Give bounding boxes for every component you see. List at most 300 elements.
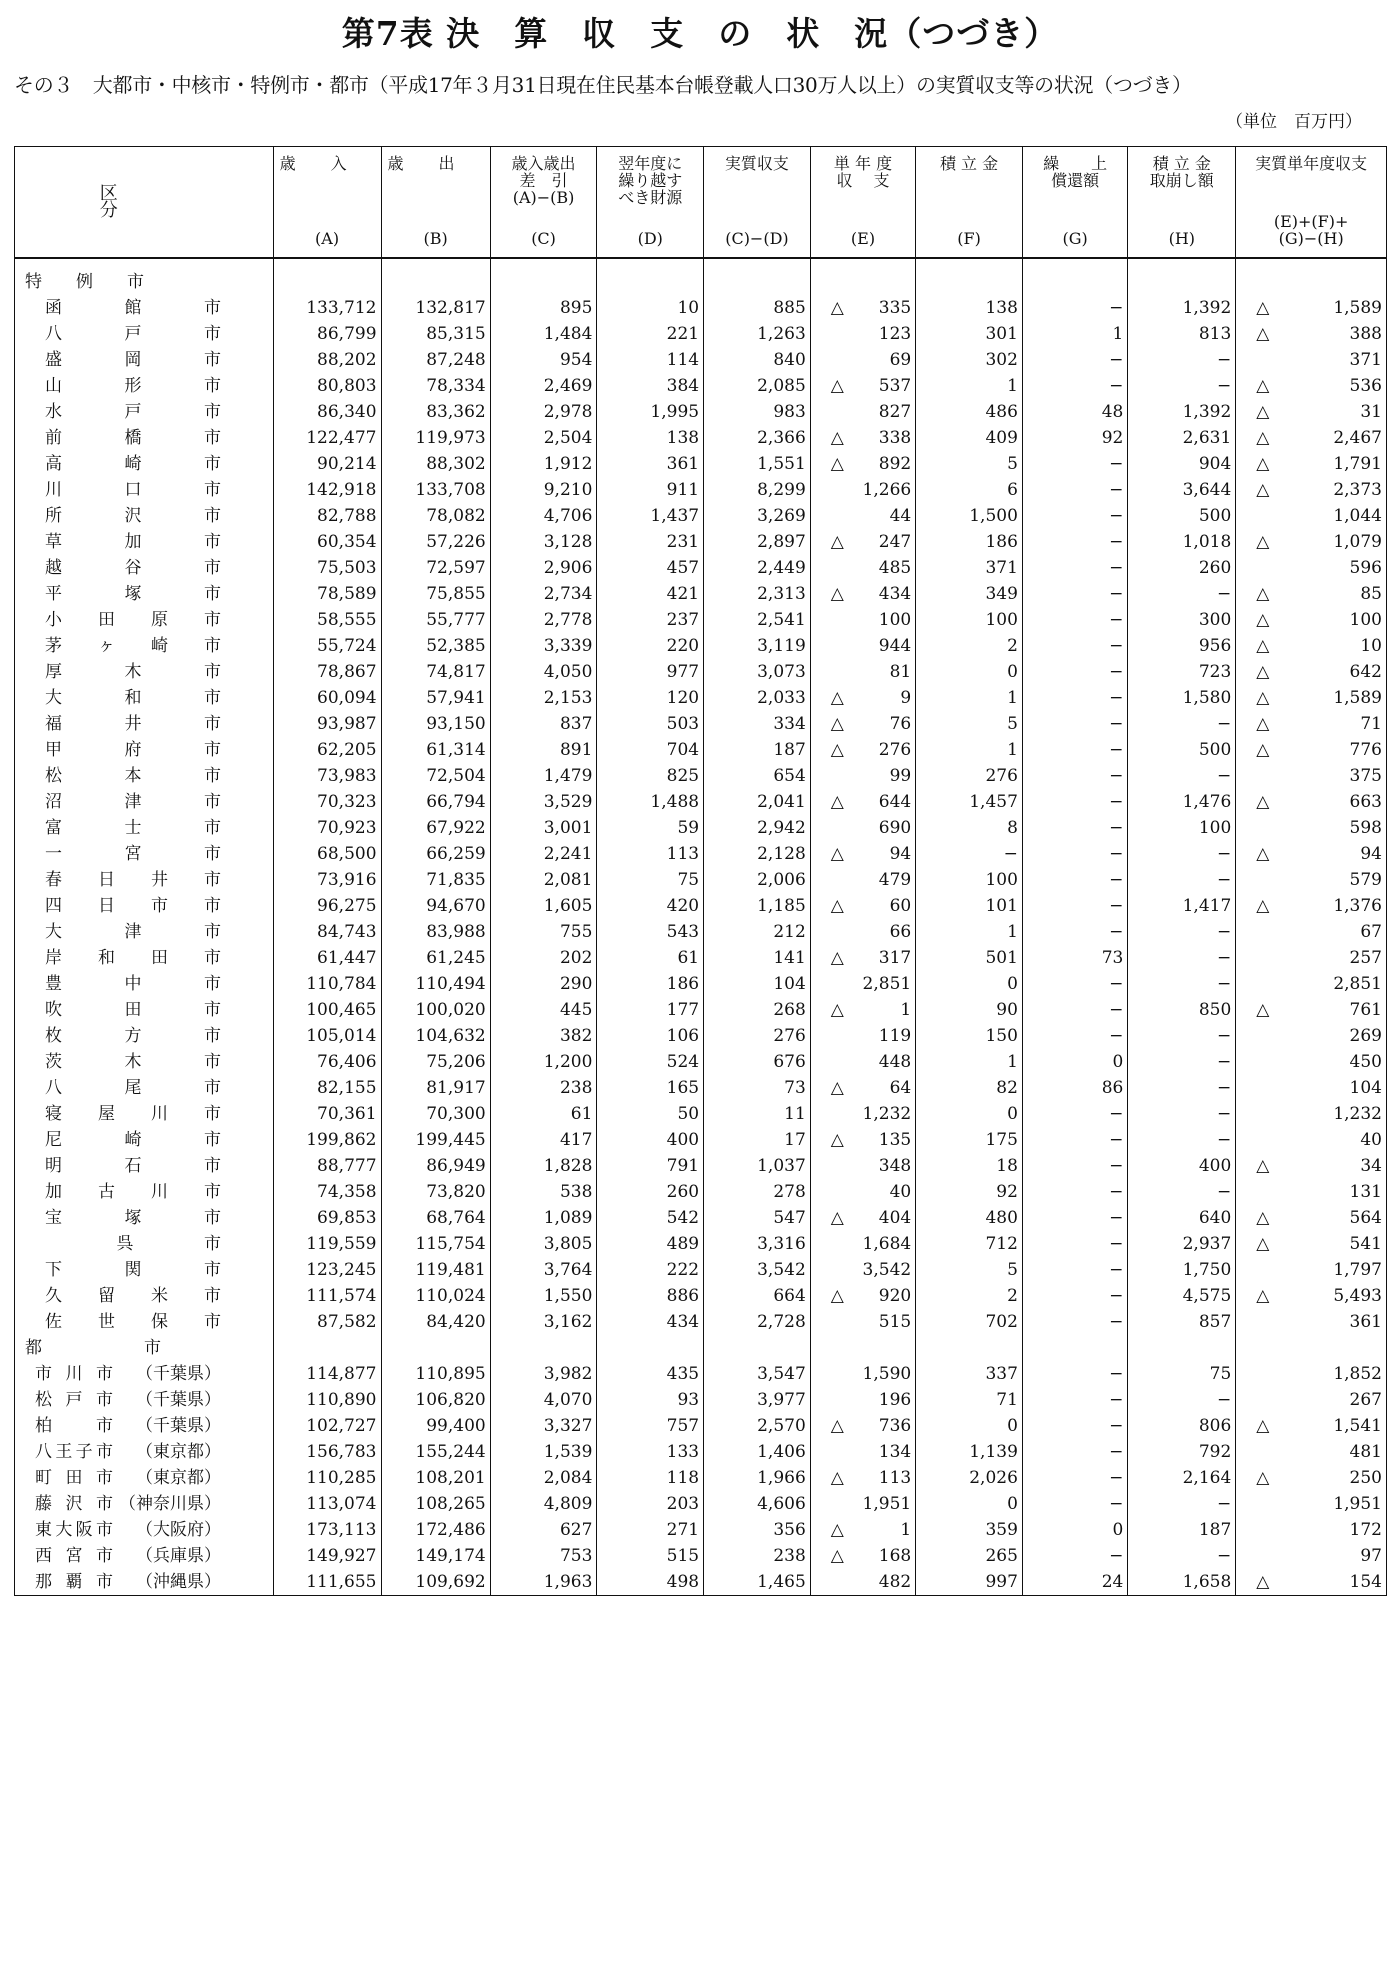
cell-value: 149,174 [415,1546,486,1566]
cell-value: 141 [773,948,806,968]
cell-value: 50 [677,1104,700,1124]
cell-value: − [1109,350,1124,370]
cell-value: − [1217,1052,1232,1072]
cell-value: 92 [1101,428,1124,448]
cell-value: − [1109,1182,1124,1202]
cell-value: 87,248 [426,350,486,370]
column-header-3 [490,147,597,259]
cell-value: 119,973 [415,428,486,448]
table-row [15,425,1387,451]
cell-value: 60,354 [317,532,377,552]
cell-value: 172 [1349,1520,1382,1540]
cell-value: 267 [1349,1390,1382,1410]
cell-value: 3,327 [543,1416,593,1436]
cell-value: 356 [773,1520,806,1540]
cell-value: 8,299 [757,480,806,500]
cell-value: 100 [985,610,1018,630]
cell-value: 113 [666,844,700,864]
cell-value: 80,803 [317,376,377,396]
cell-value: 173,113 [306,1520,377,1540]
cell-value: 85 [1360,584,1382,604]
city-name: 呉 市 [116,1234,221,1254]
cell-value: − [1217,870,1232,890]
cell-value: 57,226 [426,532,486,552]
table-row [15,1049,1387,1075]
cell-value: 71,835 [426,870,486,890]
cell-value: − [1109,636,1124,656]
cell-value: 105,014 [306,1026,377,1046]
cell-value: 1,037 [757,1156,806,1176]
cell-value: 1,541 [1333,1416,1382,1436]
prefecture-name: （神奈川県） [119,1494,221,1514]
cell-value: 486 [985,402,1018,422]
cell-value: 78,082 [426,506,486,526]
table-row [15,685,1387,711]
negative-triangle-icon [1256,1153,1269,1179]
table-row [15,659,1387,685]
cell-value: 704 [666,740,700,760]
table-row [15,711,1387,737]
cell-value: 110,494 [415,974,486,994]
cell-value: 66,794 [426,792,486,812]
column-header-6 [810,147,915,259]
cell-value: 2,084 [543,1468,593,1488]
negative-triangle-icon [1256,1413,1269,1439]
table-row [15,919,1387,945]
cell-value: − [1109,1130,1124,1150]
cell-value: − [1109,1286,1124,1306]
table-row [15,1075,1387,1101]
cell-value: 203 [666,1494,700,1514]
cell-value: 110,895 [415,1364,486,1384]
cell-value: 82,155 [317,1078,377,1098]
cell-value: 40 [1360,1130,1382,1150]
cell-value: 3,644 [1182,480,1232,500]
cell-value: 541 [1349,1234,1382,1254]
cell-value: − [1003,844,1018,864]
cell-value: 276 [985,766,1018,786]
cell-value: 3,162 [543,1312,593,1332]
negative-triangle-icon [1256,997,1269,1023]
city-name: 尼 崎 市 [45,1130,221,1150]
cell-value: − [1109,610,1124,630]
prefecture-name: （東京都） [136,1468,221,1488]
cell-value: 792 [1198,1442,1232,1462]
cell-value: 543 [666,922,700,942]
cell-value: 11 [784,1104,806,1124]
cell-value: 70,923 [317,818,377,838]
negative-triangle-icon [1256,581,1269,607]
cell-value: 388 [1349,324,1382,344]
table-row [15,893,1387,919]
cell-value: 111,655 [306,1572,377,1592]
cell-value: 359 [985,1520,1018,1540]
cell-value: 61,447 [317,948,377,968]
cell-value: − [1109,1312,1124,1332]
city-name: 宝 塚 市 [45,1208,221,1228]
city-name: 茅 ヶ 崎 市 [45,636,221,656]
cell-value: 2,978 [543,402,593,422]
cell-value: 276 [773,1026,806,1046]
cell-value: 2,906 [543,558,593,578]
cell-value: 482 [878,1572,912,1592]
cell-value: 676 [773,1052,806,1072]
negative-triangle-icon [831,529,844,555]
cell-value: 97 [1360,1546,1382,1566]
cell-value: 481 [1349,1442,1382,1462]
cell-value: − [1217,844,1232,864]
table-row [15,1517,1387,1543]
negative-triangle-icon [831,373,844,399]
cell-value: 58,555 [317,610,377,630]
cell-value: 9 [900,688,912,708]
cell-value: 55,777 [426,610,486,630]
negative-triangle-icon [831,1413,844,1439]
cell-value: 1,750 [1182,1260,1232,1280]
cell-value: 69,853 [317,1208,377,1228]
cell-value: 564 [1349,1208,1382,1228]
table-row [15,1387,1387,1413]
cell-value: 337 [985,1364,1018,1384]
cell-value: 640 [1198,1208,1232,1228]
cell-value: − [1109,844,1124,864]
cell-value: − [1109,740,1124,760]
group-header-row [15,1335,1387,1361]
cell-value: 1,457 [969,792,1018,812]
cell-value: − [1109,376,1124,396]
cell-value: 104 [1349,1078,1382,1098]
cell-value: 1,852 [1333,1364,1382,1384]
cell-value: 73,983 [317,766,377,786]
cell-value: 186 [666,974,700,994]
cell-value: 1,044 [1333,506,1382,526]
cell-value: 75 [1209,1364,1232,1384]
cell-value: − [1109,714,1124,734]
cell-value: 87,582 [317,1312,377,1332]
cell-value: 776 [1349,740,1382,760]
cell-value: 3,977 [757,1390,806,1410]
city-name: 小 田 原 市 [45,610,221,630]
cell-value: 73,820 [426,1182,486,1202]
table-row [15,1361,1387,1387]
negative-triangle-icon [831,451,844,477]
column-header-9 [1128,147,1236,259]
cell-value: 110,285 [306,1468,377,1488]
table-row [15,1439,1387,1465]
cell-value: 892 [878,454,912,474]
cell-value: 133 [666,1442,700,1462]
cell-value: 1,376 [1333,896,1382,916]
negative-triangle-icon [831,1283,844,1309]
cell-value: 755 [559,922,593,942]
cell-value: 94 [1360,844,1382,864]
cell-value: 654 [773,766,806,786]
table-row [15,1309,1387,1335]
cell-value: 250 [1349,1468,1382,1488]
cell-value: 1,484 [543,324,593,344]
cell-value: 222 [666,1260,700,1280]
column-header-label: 歳 出 [387,154,456,173]
city-name: 八 戸 市 [45,324,221,344]
cell-value: 109,692 [415,1572,486,1592]
cell-value: 6 [1007,480,1018,500]
cell-value: 155,244 [415,1442,486,1462]
negative-triangle-icon [831,841,844,867]
cell-value: 479 [878,870,912,890]
table-row [15,789,1387,815]
city-name: 豊 中 市 [45,974,221,994]
cell-value: 1,963 [543,1572,593,1592]
cell-value: 119,481 [415,1260,486,1280]
city-name: 大 和 市 [45,688,221,708]
cell-value: 85,315 [426,324,486,344]
cell-value: 983 [773,402,806,422]
column-header-formula: (F) [957,229,981,248]
cell-value: 18 [996,1156,1018,1176]
cell-value: 445 [559,1000,593,1020]
negative-triangle-icon [1256,737,1269,763]
cell-value: 106 [666,1026,700,1046]
column-header-label: 歳入歳出 差 引 (A)−(B) [511,154,576,207]
cell-value: 886 [666,1286,700,1306]
cell-value: 1,684 [862,1234,912,1254]
column-header-label: 単 年 度 収 支 [833,154,893,190]
negative-triangle-icon [831,1517,844,1543]
table-header [15,147,1387,259]
city-name: 前 橋 市 [45,428,221,448]
cell-value: 500 [1198,506,1232,526]
cell-value: − [1217,1182,1232,1202]
cell-value: 1,185 [757,896,806,916]
cell-value: 202 [559,948,593,968]
cell-value: 86,340 [317,402,377,422]
cell-value: 72,597 [426,558,486,578]
cell-value: 75,855 [426,584,486,604]
cell-value: 104 [773,974,806,994]
prefecture-name: （千葉県） [136,1416,221,1436]
negative-triangle-icon [831,997,844,1023]
table-row [15,1231,1387,1257]
cell-value: 1 [1007,376,1018,396]
negative-triangle-icon [1256,633,1269,659]
cell-value: 501 [985,948,1018,968]
cell-value: 257 [1349,948,1382,968]
column-header-formula: (D) [637,229,663,248]
negative-triangle-icon [831,711,844,737]
table-body [15,258,1387,1596]
cell-value: 114,877 [306,1364,377,1384]
cell-value: 119,559 [306,1234,377,1254]
column-header-label: 翌年度に 繰り越す べき財源 [618,154,683,207]
column-header-formula: (E)+(F)+ (G)−(H) [1273,212,1349,248]
city-name: 茨 木 市 [45,1052,221,1072]
cell-value: − [1109,1494,1124,1514]
table-row [15,1283,1387,1309]
cell-value: 76,406 [317,1052,377,1072]
table-row [15,399,1387,425]
cell-value: 1,079 [1333,532,1382,552]
cell-value: 110,890 [306,1390,377,1410]
cell-value: 60 [889,896,912,916]
cell-value: 271 [666,1520,700,1540]
table-row [15,1127,1387,1153]
cell-value: 1,488 [650,792,700,812]
cell-value: − [1109,298,1124,318]
city-name: 高 崎 市 [45,454,221,474]
cell-value: 75 [677,870,700,890]
negative-triangle-icon [831,1075,844,1101]
cell-value: 384 [666,376,700,396]
cell-value: 944 [878,636,912,656]
cell-value: − [1109,1104,1124,1124]
cell-value: 61,314 [426,740,486,760]
table-row [15,295,1387,321]
column-header-5 [704,147,811,259]
cell-value: 885 [773,298,806,318]
city-name: 吹 田 市 [45,1000,221,1020]
cell-value: 196 [878,1390,912,1410]
cell-value: 891 [559,740,593,760]
table-row [15,1569,1387,1596]
cell-value: 10 [1360,636,1382,656]
table-row [15,737,1387,763]
cell-value: 1,465 [757,1572,806,1592]
cell-value: 1 [900,1000,912,1020]
cell-value: 123,245 [306,1260,377,1280]
cell-value: 1,200 [543,1052,593,1072]
negative-triangle-icon [1256,295,1269,321]
table-row [15,451,1387,477]
cell-value: 0 [1007,662,1018,682]
cell-value: 138 [985,298,1018,318]
cell-value: 4,606 [757,1494,806,1514]
negative-triangle-icon [831,1205,844,1231]
cell-value: 71 [996,1390,1018,1410]
cell-value: 2,897 [757,532,806,552]
cell-value: 83,988 [426,922,486,942]
cell-value: 72,504 [426,766,486,786]
column-header-formula: (A) [315,229,340,248]
cell-value: 1,417 [1182,896,1232,916]
cell-value: 1,266 [862,480,912,500]
cell-value: 598 [1349,818,1382,838]
cell-value: 2,033 [757,688,806,708]
city-name: 加 古 川 市 [45,1182,221,1202]
cell-value: 84,743 [317,922,377,942]
city-name: 下 関 市 [45,1260,221,1280]
table-row [15,1491,1387,1517]
negative-triangle-icon [1256,685,1269,711]
cell-value: 100,465 [306,1000,377,1020]
cell-value: − [1217,948,1232,968]
table-row [15,867,1387,893]
cell-value: 94 [889,844,912,864]
cell-value: 1,539 [543,1442,593,1462]
cell-value: − [1109,1364,1124,1384]
cell-value: 1,476 [1182,792,1232,812]
cell-value: 2,128 [757,844,806,864]
cell-value: 524 [666,1052,700,1072]
cell-value: 480 [985,1208,1018,1228]
table-row [15,1465,1387,1491]
cell-value: − [1109,766,1124,786]
city-name: 甲 府 市 [45,740,221,760]
column-header-label: 積 立 金 [939,154,999,173]
cell-value: 1,437 [650,506,700,526]
cell-value: 1,500 [969,506,1018,526]
cell-value: 1,589 [1333,688,1382,708]
cell-value: 66,259 [426,844,486,864]
cell-value: 1,551 [757,454,806,474]
cell-value: − [1109,1156,1124,1176]
cell-value: 837 [559,714,593,734]
cell-value: 0 [1007,1494,1018,1514]
cell-value: 8 [1007,818,1018,838]
cell-value: 3,542 [862,1260,912,1280]
cell-value: 1 [1007,922,1018,942]
cell-value: − [1109,1416,1124,1436]
cell-value: 84,420 [426,1312,486,1332]
cell-value: 114 [666,350,700,370]
cell-value: 4,706 [543,506,593,526]
cell-value: 904 [1198,454,1232,474]
cell-value: 956 [1198,636,1232,656]
city-name: 函 館 市 [45,298,221,318]
cell-value: 2,467 [1333,428,1382,448]
cell-value: 3,764 [543,1260,593,1280]
cell-value: 60,094 [317,688,377,708]
cell-value: 2,006 [757,870,806,890]
cell-value: 596 [1349,558,1382,578]
cell-value: 73,916 [317,870,377,890]
cell-value: 75,206 [426,1052,486,1072]
cell-value: 44 [889,506,912,526]
table-row [15,529,1387,555]
table-row [15,1153,1387,1179]
cell-value: 537 [878,376,912,396]
table-row [15,997,1387,1023]
table-row [15,607,1387,633]
cell-value: − [1109,896,1124,916]
cell-value: 371 [985,558,1018,578]
cell-value: 850 [1198,1000,1232,1020]
table-row [15,1413,1387,1439]
cell-value: 187 [1198,1520,1232,1540]
cell-value: 104,632 [415,1026,486,1046]
cell-value: 954 [559,350,593,370]
cell-value: 911 [666,480,700,500]
prefecture-name: （千葉県） [136,1390,221,1410]
cell-value: 61 [570,1104,593,1124]
cell-value: 269 [1349,1026,1382,1046]
column-header-1 [273,147,381,259]
negative-triangle-icon [831,295,844,321]
city-name: 平 塚 市 [45,584,221,604]
cell-value: 4,070 [543,1390,593,1410]
cell-value: 0 [1007,1104,1018,1124]
group-label: 特 例 市 [25,272,144,292]
negative-triangle-icon [831,737,844,763]
cell-value: 664 [773,1286,806,1306]
cell-value: 1,951 [1333,1494,1382,1514]
cell-value: 690 [878,818,912,838]
cell-value: 175 [985,1130,1018,1150]
cell-value: − [1217,584,1232,604]
cell-value: 2,851 [1333,974,1382,994]
negative-triangle-icon [1256,399,1269,425]
column-header-label: 積 立 金 取崩し額 [1149,154,1214,190]
cell-value: 3,805 [543,1234,593,1254]
